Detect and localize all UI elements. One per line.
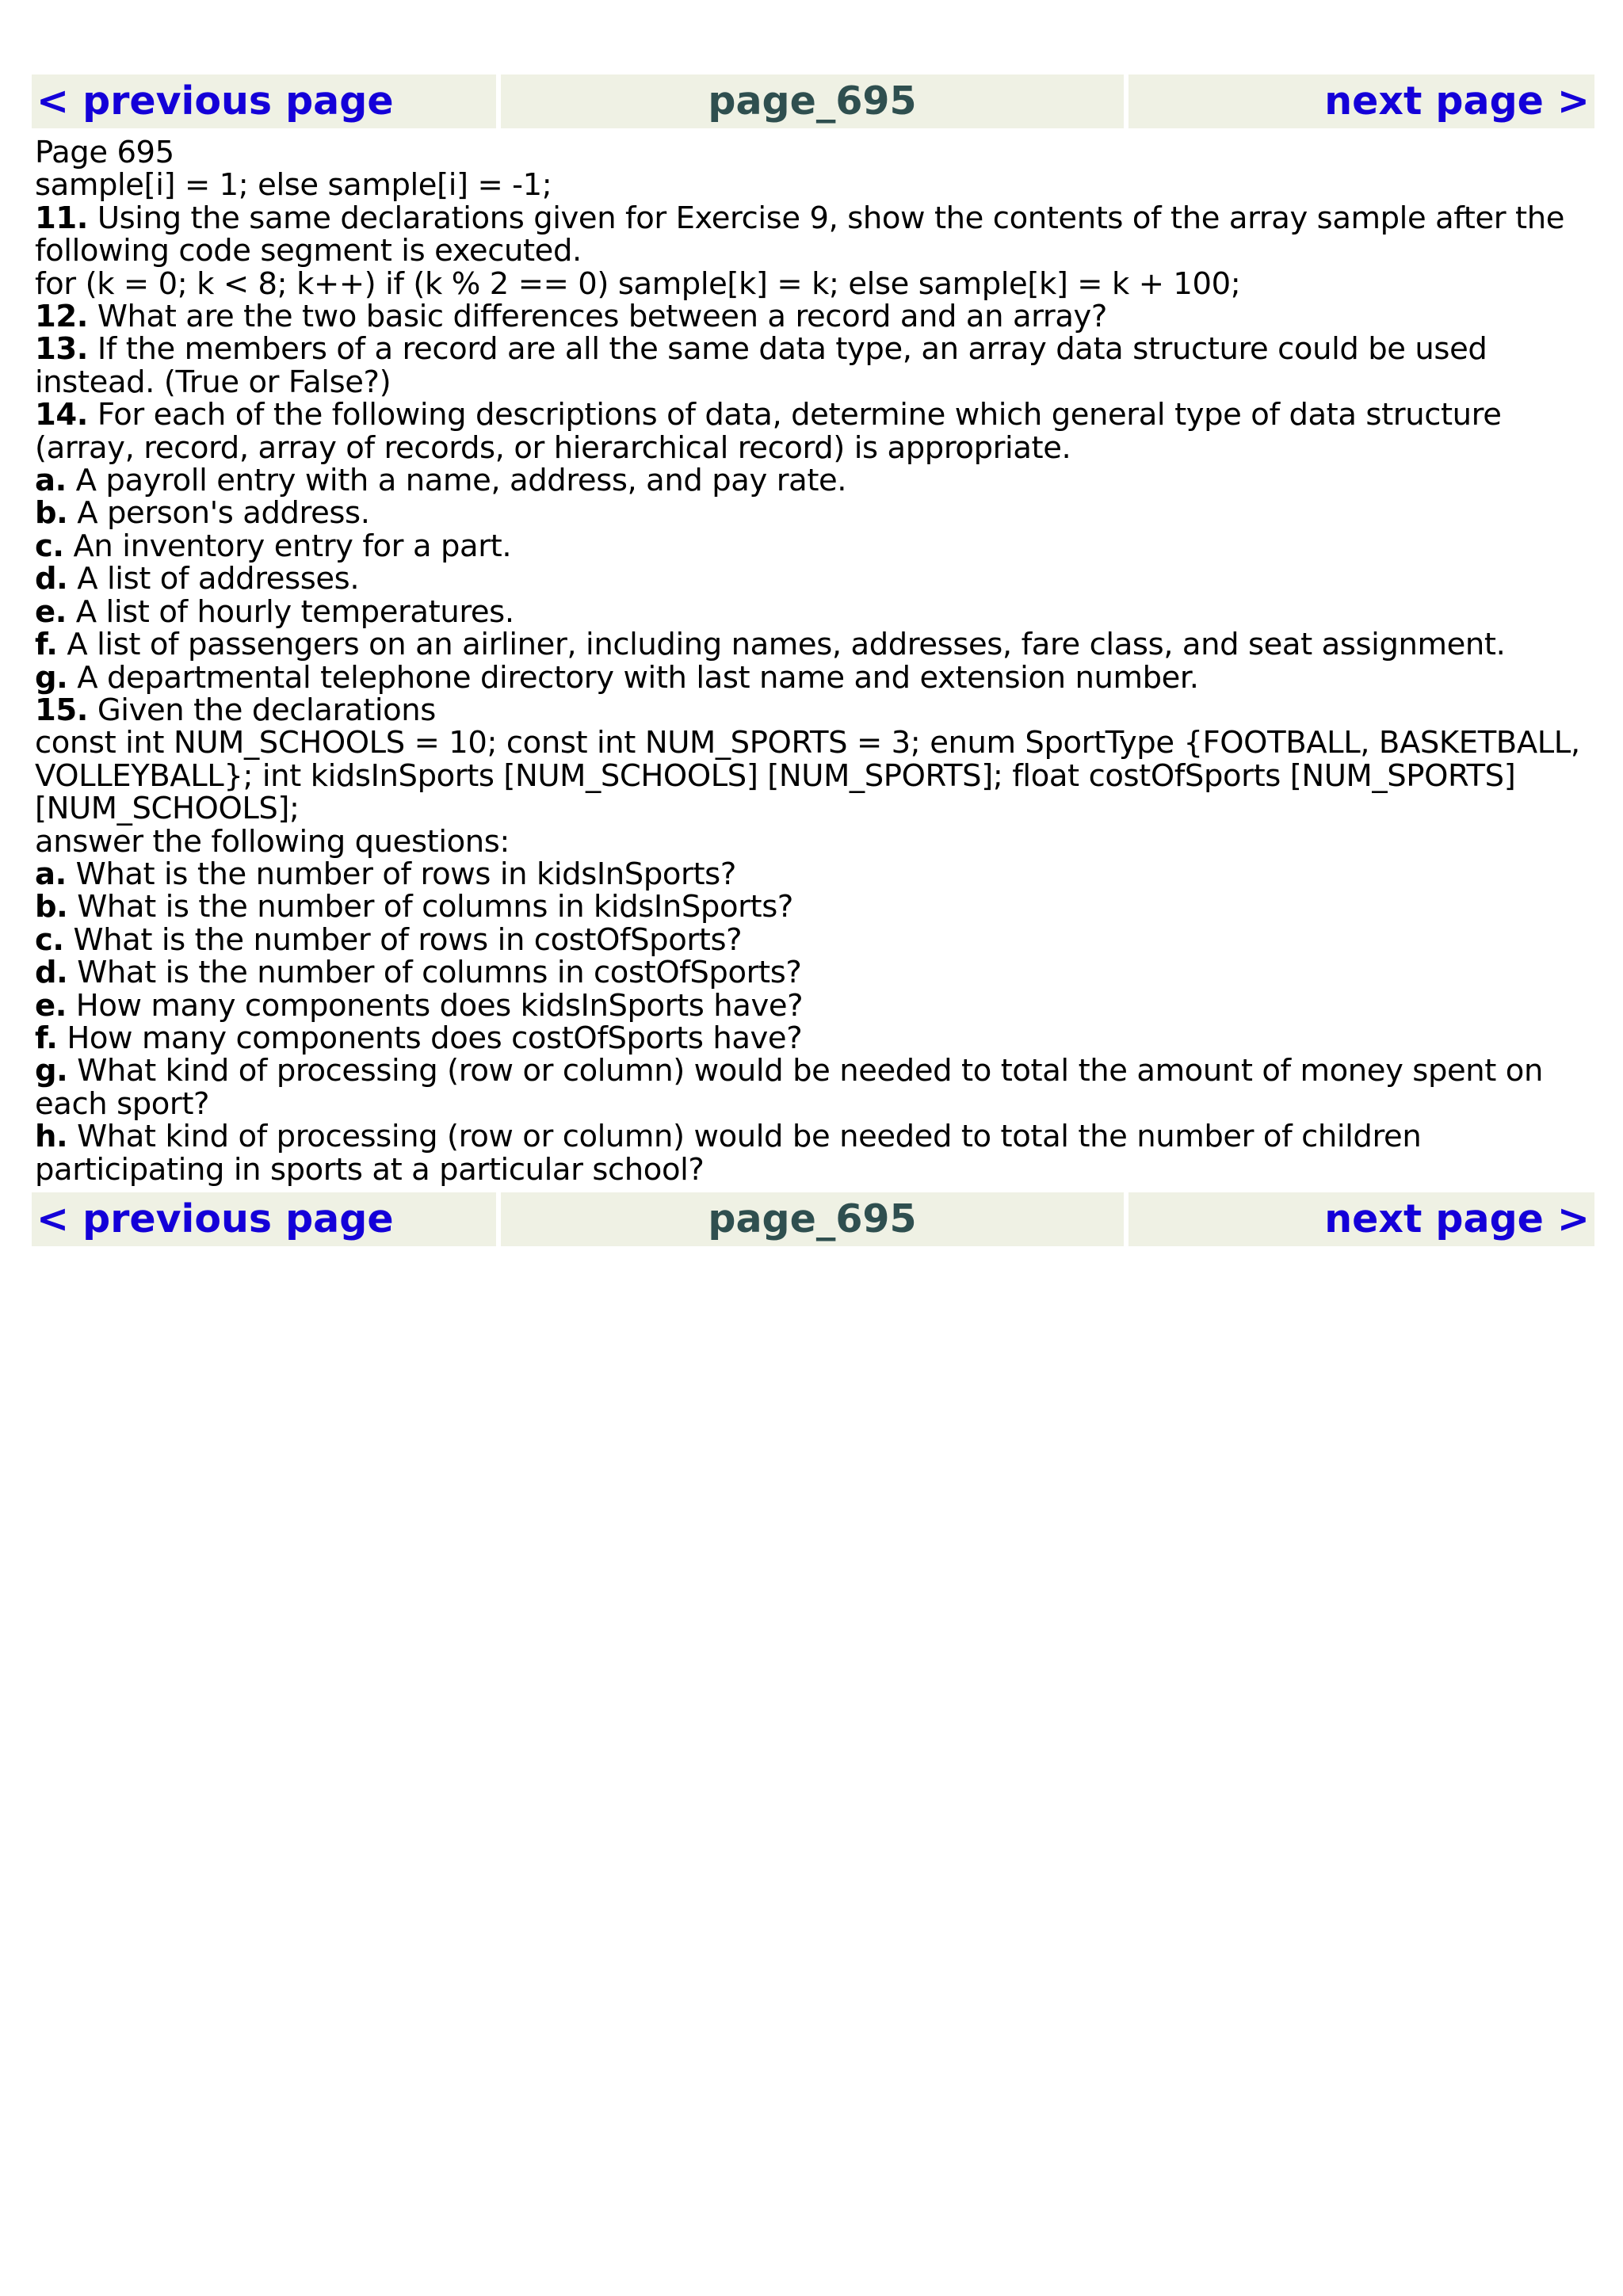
top-prev-cell (32, 74, 496, 128)
item-label: g. (35, 659, 68, 696)
top-page-label-cell (501, 74, 1124, 128)
question-15 (35, 694, 1591, 727)
bottom-previous-page-link[interactable]: < previous page (36, 1196, 394, 1241)
question-text: What are the two basic differences between a record and an array? (88, 299, 1107, 335)
item-label: c. (35, 921, 64, 958)
bottom-page-label-cell (501, 1192, 1124, 1246)
code-for-loop: for (k = 0; k < 8; k++) if (k % 2 == 0) sample[k] = k; else sample[k] = k + 100; (35, 265, 1241, 302)
item-text: A list of addresses. (67, 561, 360, 597)
page-content (32, 128, 1594, 1192)
top-next-cell (1128, 74, 1594, 128)
q14-item-c (35, 530, 1591, 563)
q15-item-c (35, 921, 1591, 958)
item-text: How many components does kidsInSports have? (66, 987, 804, 1024)
item-text: A payroll entry with a name, address, and pay rate. (66, 463, 847, 499)
q15-item-e (35, 987, 1591, 1024)
question-text: Using the same declarations given for Exercise 9, show the contents of the array sample after the following code segment is executed. (35, 200, 1564, 269)
item-text: A list of hourly temperatures. (66, 593, 514, 630)
q14-item-e (35, 593, 1591, 630)
document-page (32, 74, 1594, 1246)
top-navigation-bar (32, 74, 1594, 128)
item-label: a. (35, 856, 67, 892)
item-text: A list of passengers on an airliner, including names, addresses, fare class, and seat assignment. (57, 627, 1506, 663)
bottom-navigation-bar (32, 1192, 1594, 1246)
question-number: 15. (35, 692, 89, 728)
q14-item-d (35, 563, 1591, 595)
item-label: f. (35, 627, 58, 663)
top-next-page-link[interactable]: next page > (1324, 78, 1590, 124)
item-text: What is the number of rows in kidsInSports? (66, 856, 736, 892)
item-label: e. (35, 593, 67, 630)
bottom-next-page-link[interactable]: next page > (1324, 1196, 1590, 1241)
item-text: What is the number of columns in kidsInSports? (67, 889, 793, 925)
question-text: If the members of a record are all the same data type, an array data structure could be used instead. (True or False?) (35, 331, 1487, 400)
question-text: For each of the following descriptions of data, determine which general type of data structure (array, record, array of records, or hierarchical record) is appropriate. (35, 397, 1502, 466)
q15-declarations-code: const int NUM_SCHOOLS = 10; const int NUM_SPORTS = 3; enum SportType {FOOTBALL, BASKETBALL, VOLLEYBALL}; int kidsInSports [NUM_SCHOOLS] [NUM_SPORTS]; float costOfSports [NUM_SPORTS] [NUM_SCHOOLS]; (35, 725, 1580, 827)
question-11 (35, 202, 1591, 268)
question-12 (35, 300, 1591, 333)
q15-intro: answer the following questions: (35, 823, 510, 860)
question-text: Given the declarations (88, 692, 436, 728)
q15-item-g (35, 1055, 1591, 1120)
q15-item-f (35, 1022, 1591, 1055)
page-heading: Page 695 (35, 135, 174, 170)
item-text: An inventory entry for a part. (63, 528, 512, 564)
question-number: 12. (35, 299, 89, 335)
sample-line: sample[i] = 1; else sample[i] = -1; (35, 167, 552, 204)
item-label: b. (35, 495, 68, 532)
item-text: How many components does costOfSports have? (57, 1020, 803, 1056)
top-page-label: page_695 (708, 78, 917, 124)
item-label: c. (35, 528, 64, 564)
item-text: What kind of processing (row or column) would be needed to total the number of children participating in sports at a particular school? (35, 1119, 1422, 1188)
question-14 (35, 399, 1591, 464)
item-label: h. (35, 1119, 68, 1155)
q14-item-g (35, 659, 1591, 696)
question-number: 14. (35, 397, 89, 433)
q15-item-b (35, 891, 1591, 923)
q15-item-d (35, 956, 1591, 989)
bottom-prev-cell (32, 1192, 496, 1246)
q14-item-a (35, 464, 1591, 497)
bottom-next-cell (1128, 1192, 1594, 1246)
item-text: What is the number of columns in costOfSports? (67, 955, 802, 991)
item-label: g. (35, 1053, 68, 1089)
q15-item-h (35, 1120, 1591, 1186)
item-text: A person's address. (67, 495, 370, 532)
bottom-page-label: page_695 (708, 1196, 917, 1241)
item-text: A departmental telephone directory with last name and extension number. (67, 659, 1199, 696)
item-text: What is the number of rows in costOfSports? (63, 921, 743, 958)
question-13 (35, 333, 1591, 399)
item-label: f. (35, 1020, 58, 1056)
item-label: d. (35, 561, 68, 597)
top-previous-page-link[interactable]: < previous page (36, 78, 394, 124)
q14-item-f (35, 628, 1591, 661)
question-number: 13. (35, 331, 89, 368)
item-label: a. (35, 463, 67, 499)
item-label: e. (35, 987, 67, 1024)
item-label: d. (35, 955, 68, 991)
q14-item-b (35, 495, 1591, 532)
item-text: What kind of processing (row or column) would be needed to total the amount of money spent on each sport? (35, 1053, 1543, 1122)
q15-item-a (35, 858, 1591, 891)
question-number: 11. (35, 200, 89, 236)
item-label: b. (35, 889, 68, 925)
